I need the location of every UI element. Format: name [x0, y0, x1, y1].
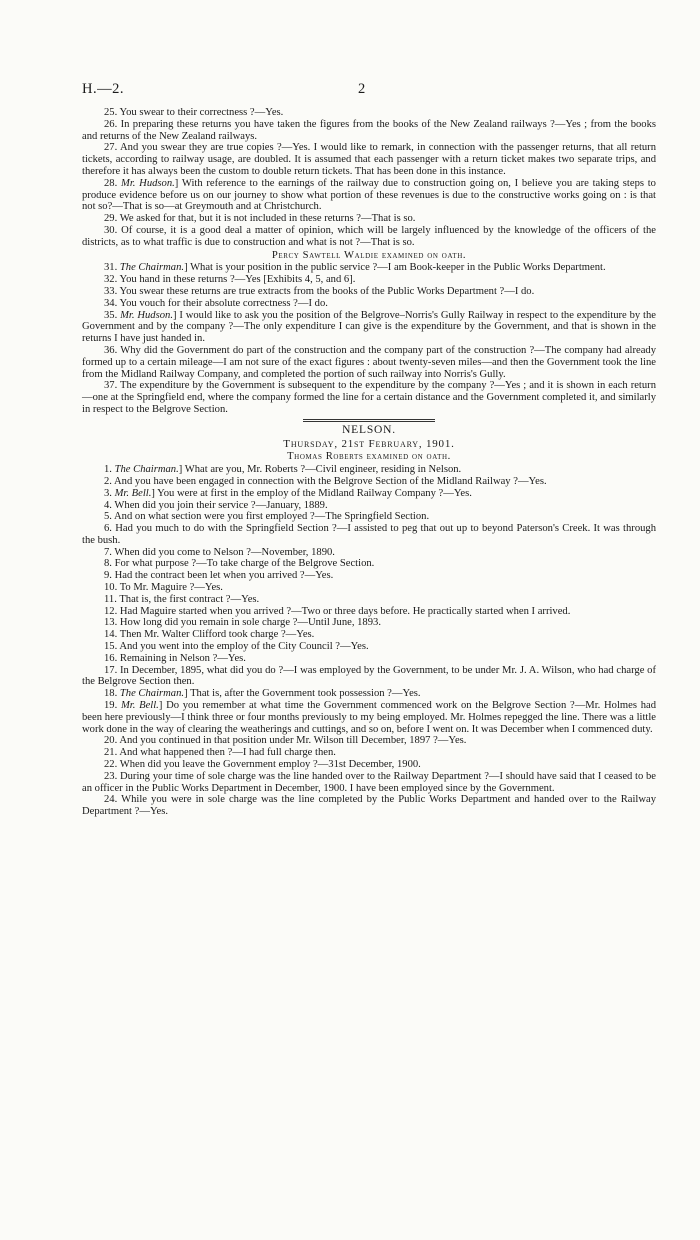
question-text: In preparing these returns you have taken the figures from the books of the New Zealand railways ?—Yes ; from the books and returns of the New Zealand railways. [82, 118, 657, 142]
question-paragraph: 14. Then Mr. Walter Clifford took charge ?—Yes. [104, 629, 315, 641]
question-paragraph: 29. We asked for that, but it is not included in these returns ?—That is so. [104, 213, 416, 225]
question-text: For what purpose ?—To take charge of the Belgrove Section. [114, 558, 375, 570]
question-text: We asked for that, but it is not included in these returns ?—That is so. [119, 213, 416, 225]
question-number: 1 [104, 464, 110, 476]
question-text: You were at first in the employ of the Midland Railway Company ?—Yes. [157, 487, 472, 499]
question-text: When did you leave the Government employ ?—31st December, 1900. [119, 759, 421, 771]
question-number: 13 [104, 617, 115, 629]
question-paragraph: 21. And what happened then ?—I had full charge then. [104, 747, 336, 759]
place-heading: NELSON. [342, 423, 396, 436]
question-paragraph: 36. Why did the Government do part of the construction and the company part of the construction ?—The company had already formed up to a certain mileage—I am not sure of the exact figures : about twenty-seven miles—and then the Government took the line from the Midland Railway Company, and completed the portion of such railway into Norris's Gully. [82, 344, 656, 380]
question-paragraph: 34. You vouch for their absolute correctness ?—I do. [104, 297, 328, 309]
speaker-name: Mr. Bell. [120, 700, 159, 712]
question-number: 8 [104, 558, 110, 570]
question-number: 12 [104, 605, 115, 617]
question-number: 17 [104, 664, 115, 676]
witness-heading: Thomas Roberts examined on oath. [287, 451, 451, 463]
question-text: What is your position in the public service ?—I am Book-keeper in the Public Works Department. [190, 262, 606, 274]
question-text: While you were in sole charge was the line completed by the Public Works Department and handed over to the Railway Department ?—Yes. [82, 794, 656, 818]
question-text: You swear these returns are true extracts from the books of the Public Works Department ?—I do. [119, 285, 535, 297]
question-text: Had Maguire started when you arrived ?—Two or three days before. He practically started when I arrived. [119, 605, 571, 617]
question-text: Remaining in Nelson ?—Yes. [119, 652, 246, 664]
speaker-name: The Chairman. [119, 262, 185, 274]
question-paragraph: 15. And you went into the employ of the City Council ?—Yes. [104, 641, 369, 653]
witness-heading: Percy Sawtell Waldie examined on oath. [271, 249, 467, 261]
question-paragraph: 11. That is, the first contract ?—Yes. [104, 593, 260, 605]
question-number: 31 [104, 262, 115, 274]
question-text: That is, after the Government took possession ?—Yes. [190, 688, 421, 700]
question-paragraph: 28. Mr. Hudson.] With reference to the earnings of the railway due to construction going on, I believe you are taking steps to produce evidence before us on our journey to show what portion of these revenues is due to the constructive works going on : is that not so?—That is so—at Greymouth and at Christchurch. [82, 177, 656, 213]
question-number: 37 [104, 380, 115, 392]
question-paragraph: 9. Had the contract been let when you arrived ?—Yes. [104, 570, 334, 582]
question-paragraph: 31. The Chairman.] What is your position in the public service ?—I am Book-keeper in the Public Works Department. [104, 262, 606, 274]
question-number: 6 [104, 523, 110, 535]
question-number: 10 [104, 582, 115, 594]
question-text: Why did the Government do part of the construction and the company part of the construction ?—The company had already formed up to a certain mileage—I am not sure of the exact figures : about twenty-seven miles—and then the Government took the line from the Midland Railway Company, and completed the portion of such railway into Norris's Gully. [82, 344, 656, 380]
question-number: 9 [104, 570, 110, 582]
question-number: 25 [104, 107, 115, 118]
question-number: 34 [104, 297, 115, 309]
question-number: 22 [104, 759, 115, 771]
speaker-name: Mr. Hudson. [121, 177, 175, 189]
question-text: And you swear they are true copies ?—Yes. I would like to remark, in connection with the passenger returns, that all return tickets, according to railway usage, are doubled. It is assumed that each passenger with a return ticket makes two separate trips, and therefore it has always been the custom to double return tickets. That has been done in this instance. [82, 142, 657, 177]
question-paragraph: 8. For what purpose ?—To take charge of the Belgrove Section. [104, 558, 375, 570]
question-text: Had the contract been let when you arrived ?—Yes. [114, 570, 334, 582]
date-heading: Thursday, 21st February, 1901. [283, 437, 455, 450]
question-number: 32 [104, 274, 115, 286]
question-paragraph: 5. And on what section were you first employed ?—The Springfield Section. [104, 511, 430, 523]
question-text: What are you, Mr. Roberts ?—Civil engineer, residing in Nelson. [184, 464, 462, 476]
question-number: 26 [104, 118, 115, 130]
question-number: 19 [104, 700, 115, 712]
question-paragraph: 23. During your time of sole charge was the line handed over to the Railway Department ?—I should have said that I ceased to be an officer in the Public Works Department in December, 1900. I have been employed since by the Government. [82, 770, 657, 794]
question-paragraph: 7. When did you come to Nelson ?—November, 1890. [104, 546, 335, 558]
question-number: 21 [104, 747, 115, 759]
question-number: 36 [104, 344, 115, 356]
question-number: 28 [104, 177, 115, 189]
question-paragraph: 3. Mr. Bell.] You were at first in the employ of the Midland Railway Company ?—Yes. [104, 487, 472, 499]
question-paragraph: 37. The expenditure by the Government is subsequent to the expenditure by the company ?—Yes ; and it is shown in each return—one at the Springfield end, where the company formed the line for a certain distance and the Government completed it, and similarly in respect to the Belgrove Section. [82, 380, 656, 415]
question-text: And you went into the employ of the City Council ?—Yes. [119, 641, 369, 653]
question-paragraph: 27. And you swear they are true copies ?—Yes. I would like to remark, in connection with the passenger returns, that all return tickets, according to railway usage, are doubled. It is assumed that each passenger with a return ticket makes two separate trips, and therefore it has always been the custom to double return tickets. That has been done in this instance. [82, 142, 657, 177]
question-number: 20 [104, 735, 115, 747]
question-text: You vouch for their absolute correctness ?—I do. [119, 297, 328, 309]
page-body [82, 107, 656, 818]
report-code: H.—2. [82, 81, 124, 97]
question-paragraph: 18. The Chairman.] That is, after the Government took possession ?—Yes. [104, 688, 421, 700]
question-text: And on what section were you first employed ?—The Springfield Section. [114, 511, 430, 523]
question-number: 11 [104, 593, 115, 605]
question-paragraph: 2. And you have been engaged in connection with the Belgrove Section of the Midland Railway ?—Yes. [104, 475, 547, 487]
question-number: 4 [104, 499, 110, 511]
question-paragraph: 17. In December, 1895, what did you do ?—I was employed by the Government, to be under Mr. J. A. Wilson, who had charge of the Belgrove Section then. [82, 664, 657, 688]
question-text: You hand in these returns ?—Yes [Exhibits 4, 5, and 6]. [119, 274, 356, 286]
question-paragraph: 25. You swear to their correctness ?—Yes. [104, 107, 284, 118]
question-text: Then Mr. Walter Clifford took charge ?—Yes. [119, 629, 315, 641]
question-paragraph: 30. Of course, it is a good deal a matter of opinion, which will be largely influenced by the knowledge of the officers of the districts, as to what traffic is due to construction and what is not ?—That is so. [82, 224, 656, 248]
question-paragraph: 6. Had you much to do with the Springfield Section ?—I assisted to peg that out up to beyond Paterson's Creek. It was through the bush. [82, 523, 657, 546]
question-text: In December, 1895, what did you do ?—I was employed by the Government, to be under Mr. J. A. Wilson, who had charge of the Belgrove Section then. [82, 664, 657, 688]
evidence-section-1 [82, 107, 656, 249]
question-text: That is, the first contract ?—Yes. [119, 593, 260, 605]
question-number: 7 [104, 546, 110, 558]
question-number: 33 [104, 285, 115, 297]
question-number: 18 [104, 688, 115, 700]
question-text: To Mr. Maguire ?—Yes. [119, 582, 223, 594]
question-paragraph: 10. To Mr. Maguire ?—Yes. [104, 582, 223, 594]
speaker-name: The Chairman. [114, 464, 179, 476]
question-paragraph: 19. Mr. Bell.] Do you remember at what time the Government commenced work on the Belgrove Section ?—Mr. Holmes had been here previously—I think three or four months previously to my being employed. Mr. Holmes repegged the line. There was a little work done in the way of clearing the weatherings and cuttings, and so on, before I went on. It was December when I commenced duty. [82, 700, 656, 735]
question-paragraph: 13. How long did you remain in sole charge ?—Until June, 1893. [104, 617, 381, 629]
question-paragraph: 20. And you continued in that position under Mr. Wilson till December, 1897 ?—Yes. [104, 735, 467, 747]
question-text: Had you much to do with the Springfield Section ?—I assisted to peg that out up to beyond Paterson's Creek. It was through the bush. [82, 523, 657, 546]
question-paragraph: 26. In preparing these returns you have taken the figures from the books of the New Zealand railways ?—Yes ; from the books and returns of the New Zealand railways. [82, 118, 657, 142]
evidence-section-2 [82, 262, 656, 415]
question-paragraph: 24. While you were in sole charge was the line completed by the Public Works Department and handed over to the Railway Department ?—Yes. [82, 794, 656, 818]
question-text: The expenditure by the Government is subsequent to the expenditure by the company ?—Yes ; and it is shown in each return—one at the Springfield end, where the company formed the line for a certain distance and the Government completed it, and similarly in respect to the Belgrove Section. [82, 380, 656, 415]
question-text: And what happened then ?—I had full charge then. [119, 747, 336, 759]
question-text: I would like to ask you the position of the Belgrove–Norris's Gully Railway in respect to the expenditure by the Government and by the company ?—The only expenditure I can give is the expenditure by the Government, and that is shown in the returns I have just handed in. [82, 309, 656, 345]
question-number: 2 [104, 475, 110, 487]
question-number: 27 [104, 142, 115, 154]
question-paragraph: 32. You hand in these returns ?—Yes [Exhibits 4, 5, and 6]. [104, 274, 356, 286]
question-text: When did you come to Nelson ?—November, 1890. [114, 546, 335, 558]
speaker-name: The Chairman. [119, 688, 185, 700]
question-paragraph: 16. Remaining in Nelson ?—Yes. [104, 652, 246, 664]
speaker-name: Mr. Bell. [114, 487, 152, 499]
question-number: 5 [104, 511, 110, 523]
question-number: 30 [104, 224, 115, 236]
question-number: 24 [104, 794, 115, 806]
question-text: With reference to the earnings of the railway due to construction going on, I believe you are taking steps to produce evidence before us on our journey to show what portion of these revenues is due to the constructive works going on : is that not so?—That is so—at Greymouth and at Christchurch. [82, 177, 656, 213]
question-paragraph: 33. You swear these returns are true extracts from the books of the Public Works Department ?—I do. [104, 285, 535, 297]
section-divider [303, 419, 435, 422]
question-text: And you continued in that position under Mr. Wilson till December, 1897 ?—Yes. [119, 735, 467, 747]
page-number: 2 [358, 81, 366, 97]
question-text: During your time of sole charge was the line handed over to the Railway Department ?—I should have said that I ceased to be an officer in the Public Works Department in December, 1900. I have been employed since by the Government. [82, 770, 657, 794]
question-paragraph: 4. When did you join their service ?—January, 1889. [104, 499, 328, 511]
question-number: 35 [104, 309, 115, 321]
question-text: Do you remember at what time the Government commenced work on the Belgrove Section ?—Mr. Holmes had been here previously—I think three or four months previously to my being employed. Mr. Holmes repegged the line. There was a little work done in the way of clearing the weatherings and cuttings, and so on, before I went on. It was December when I commenced duty. [82, 700, 656, 735]
question-paragraph: 22. When did you leave the Government employ ?—31st December, 1900. [104, 759, 421, 771]
question-number: 16 [104, 652, 115, 664]
question-text: And you have been engaged in connection with the Belgrove Section of the Midland Railway ?—Yes. [114, 475, 547, 487]
question-number: 29 [104, 213, 115, 225]
question-paragraph: 1. The Chairman.] What are you, Mr. Roberts ?—Civil engineer, residing in Nelson. [104, 464, 462, 476]
question-number: 23 [104, 770, 115, 782]
question-text: Of course, it is a good deal a matter of opinion, which will be largely influenced by the knowledge of the officers of the districts, as to what traffic is due to construction and what is not ?—That is so. [82, 224, 656, 248]
speaker-name: Mr. Hudson. [120, 309, 173, 321]
question-number: 14 [104, 629, 115, 641]
question-number: 3 [104, 487, 110, 499]
question-text: When did you join their service ?—January, 1889. [114, 499, 328, 511]
question-text: You swear to their correctness ?—Yes. [119, 107, 284, 118]
question-text: How long did you remain in sole charge ?—Until June, 1893. [119, 617, 381, 629]
question-paragraph: 35. Mr. Hudson.] I would like to ask you the position of the Belgrove–Norris's Gully Railway in respect to the expenditure by the Government and by the company ?—The only expenditure I can give is the expenditure by the Government, and that is shown in the returns I have just handed in. [82, 309, 656, 345]
question-number: 15 [104, 641, 115, 653]
evidence-section-3 [82, 464, 656, 818]
question-paragraph: 12. Had Maguire started when you arrived ?—Two or three days before. He practically started when I arrived. [104, 605, 571, 617]
